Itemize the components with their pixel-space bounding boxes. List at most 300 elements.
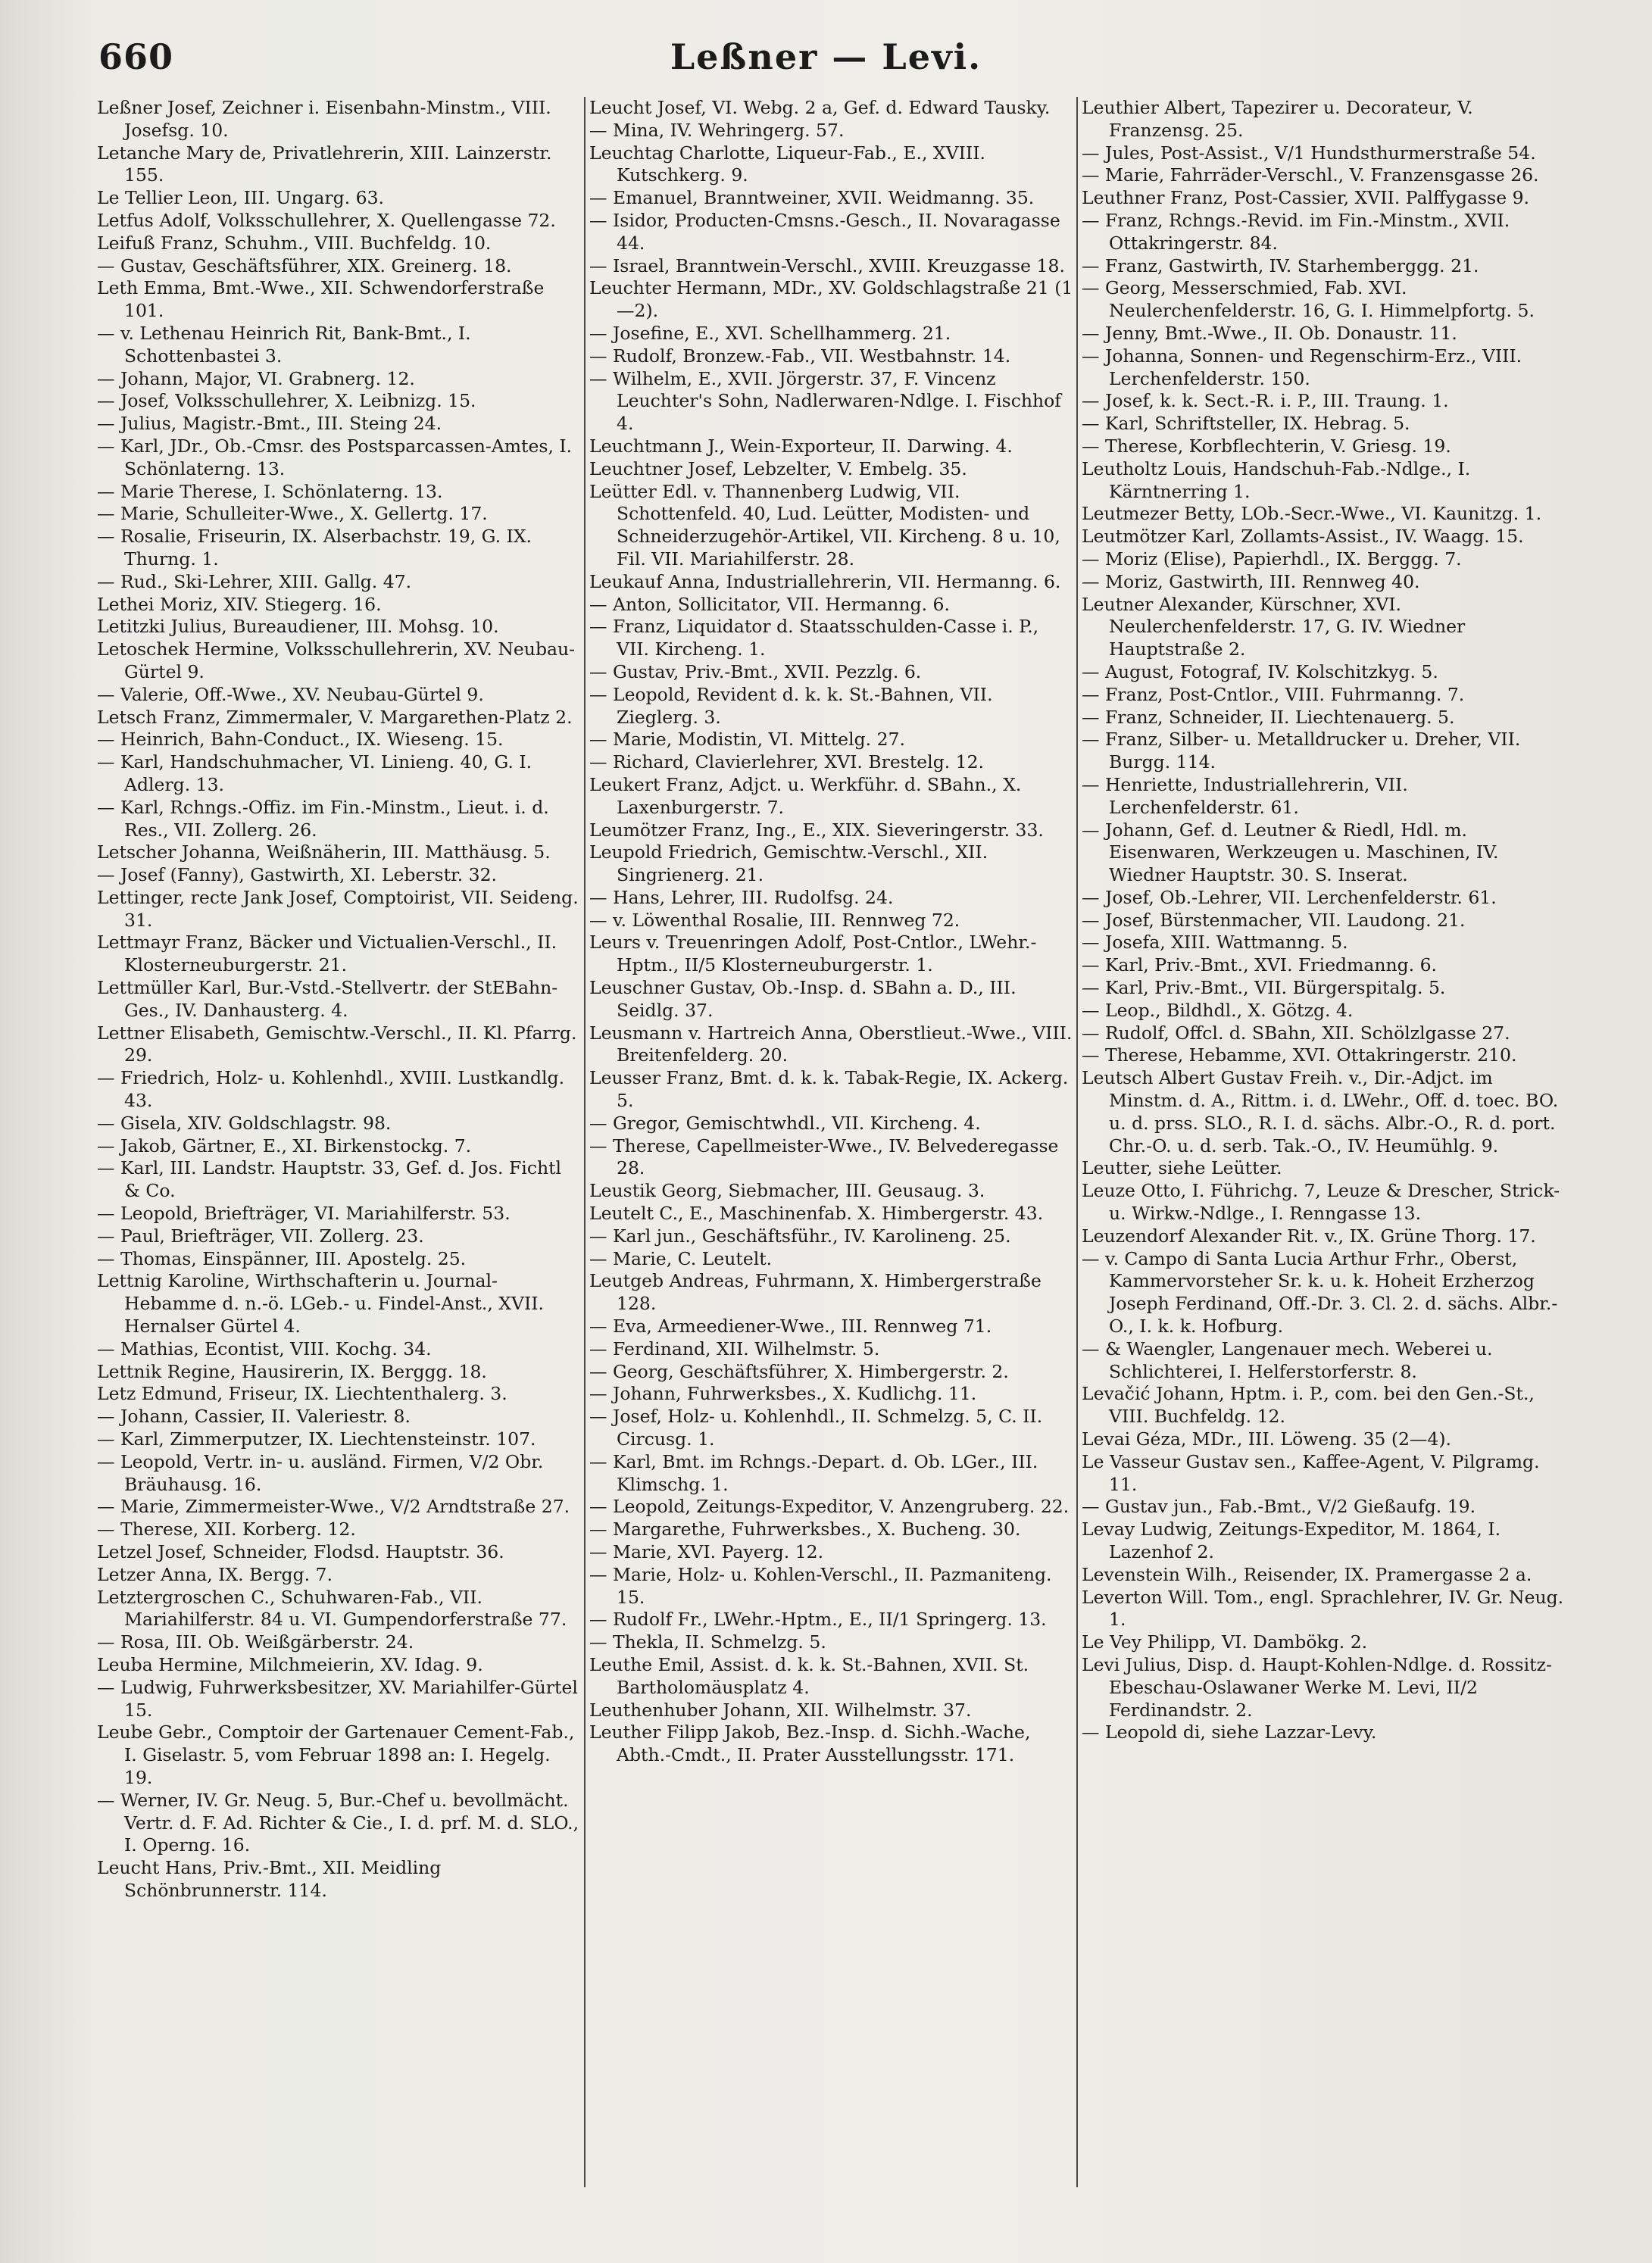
entry-text: Letzer Anna, IX. Bergg. 7. (97, 1563, 333, 1585)
directory-entry (589, 819, 1074, 842)
directory-entry (97, 1135, 582, 1158)
entry-text: Leuchtag Charlotte, Liqueur-Fab., E., XVIII. Kutschkerg. 9. (589, 142, 985, 186)
directory-entry (97, 1338, 582, 1361)
directory-entry (1082, 277, 1566, 323)
directory-entry (97, 841, 582, 864)
entry-text: — Franz, Post-Cntlor., VIII. Fuhrmanng. 7. (1082, 683, 1465, 705)
entry-text: — Marie, XVI. Payerg. 12. (589, 1541, 824, 1562)
directory-entry (1082, 187, 1566, 210)
entry-text: — Werner, IV. Gr. Neug. 5, Bur.-Chef u. bevollmächt. Vertr. d. F. Ad. Richter & Cie., I. d. prf. M. d. SLO., I. Operng. 16. (97, 1789, 579, 1856)
directory-entry (589, 1112, 1074, 1135)
page-number: 660 (98, 36, 174, 77)
directory-entry (589, 480, 1074, 571)
directory-entry (97, 503, 582, 526)
entry-text: Leuchtner Josef, Lebzelter, V. Embelg. 35. (589, 457, 967, 479)
directory-entry (97, 1857, 582, 1902)
entry-text: Leusmann v. Hartreich Anna, Oberstlieut.-Wwe., VIII. Breitenfelderg. 20. (589, 1022, 1073, 1066)
entry-text: — Karl, Priv.-Bmt., XVI. Friedmanng. 6. (1082, 954, 1437, 976)
entry-text: — Jules, Post-Assist., V/1 Hundsthurmerstraße 54. (1082, 142, 1536, 164)
directory-entry (1082, 1450, 1566, 1497)
entry-text: — Emanuel, Branntweiner, XVII. Weidmanng. 35. (589, 187, 1035, 209)
directory-entry (97, 1067, 582, 1113)
entry-text: Leuchtmann J., Wein-Exporteur, II. Darwing. 4. (589, 435, 1013, 457)
directory-entry (97, 1563, 582, 1587)
entry-text: — Marie, Zimmermeister-Wwe., V/2 Arndtstraße 27. (97, 1496, 570, 1518)
entry-text: Lettnik Regine, Hausirerin, IX. Berggg. 18. (97, 1360, 487, 1382)
entry-text: — Richard, Clavierlehrer, XVI. Brestelg. 12. (589, 751, 985, 773)
directory-entry (589, 1022, 1074, 1068)
directory-entry (97, 1022, 582, 1068)
directory-entry (1082, 1383, 1566, 1428)
entry-text: — Julius, Magistr.-Bmt., III. Steing 24. (97, 413, 442, 435)
directory-entry (589, 1067, 1074, 1113)
directory-entry (97, 1653, 582, 1677)
entry-text: — & Waengler, Langenauer mech. Weberei u. Schlichterei, I. Helferstorferstr. 8. (1082, 1338, 1493, 1382)
entry-text: Leuther Filipp Jakob, Bez.-Insp. d. Sichh.-Wache, Abth.-Cmdt., II. Prater Ausstellungsstr. 171. (589, 1721, 1031, 1766)
directory-entry (97, 480, 582, 504)
entry-text: — Josef, Holz- u. Kohlenhdl., II. Schmelzg. 5, C. II. Circusg. 1. (589, 1406, 1043, 1450)
entry-text: — Valerie, Off.-Wwe., XV. Neubau-Gürtel 9. (97, 683, 484, 705)
directory-entry (589, 570, 1074, 594)
entry-text: — Isidor, Producten-Cmsns.-Gesch., II. Novaragasse 44. (589, 209, 1060, 254)
entry-text: Leuzendorf Alexander Rit. v., IX. Grüne Thorg. 17. (1082, 1225, 1536, 1247)
directory-entry (97, 1270, 582, 1338)
directory-entry (97, 1789, 582, 1857)
directory-entry (1082, 526, 1566, 548)
directory-entry (97, 977, 582, 1022)
entry-text: Lettmüller Karl, Bur.-Vstd.-Stellvertr. der StEBahn-Ges., IV. Danhausterg. 4. (97, 977, 558, 1021)
entry-text: — Israel, Branntwein-Verschl., XVIII. Kreuzgasse 18. (589, 254, 1065, 276)
entry-text: — Gisela, XIV. Goldschlagstr. 98. (97, 1112, 392, 1134)
entry-text: Leukert Franz, Adjct. u. Werkführ. d. SBahn., X. Laxenburgerstr. 7. (589, 773, 1022, 818)
directory-entry (1082, 1428, 1566, 1451)
directory-entry (97, 526, 582, 571)
directory-entry (1082, 548, 1566, 571)
directory-entry (97, 187, 582, 210)
entry-text: — Leopold, Revident d. k. k. St.-Bahnen, VII. Zieglerg. 3. (589, 683, 993, 728)
directory-entry (589, 773, 1074, 819)
directory-entry (1082, 819, 1566, 887)
entry-text: Letitzki Julius, Bureaudiener, III. Mohsg. 10. (97, 616, 499, 638)
directory-entry (97, 322, 582, 368)
entry-text: — Mathias, Econtist, VIII. Kochg. 34. (97, 1338, 432, 1359)
directory-entry (1082, 322, 1566, 345)
directory-entry (1082, 1338, 1566, 1384)
directory-entry (1082, 503, 1566, 526)
entry-text: Lettnig Karoline, Wirthschafterin u. Journal-Hebamme d. n.-ö. LGeb.- u. Findel-Anst., XVII. Hernalser Gürtel 4. (97, 1270, 545, 1338)
entry-text: Letsch Franz, Zimmermaler, V. Margarethen-Platz 2. (97, 706, 573, 728)
entry-text: Letoschek Hermine, Volksschullehrerin, XV. Neubau-Gürtel 9. (97, 638, 576, 682)
directory-entry (589, 187, 1074, 210)
entry-text: Levai Géza, MDr., III. Löweng. 35 (2—4). (1082, 1428, 1452, 1450)
directory-entry (589, 367, 1074, 435)
entry-text: — Josef (Fanny), Gastwirth, XI. Leberstr. 32. (97, 864, 498, 886)
directory-entry (589, 1609, 1074, 1631)
directory-entry (589, 1203, 1074, 1225)
directory-entry (589, 1180, 1074, 1203)
entry-text: — Franz, Liquidator d. Staatsschulden-Casse i. P., VII. Kircheng. 1. (589, 616, 1039, 660)
entry-text: Lettner Elisabeth, Gemischtw.-Verschl., II. Kl. Pfarrg. 29. (97, 1022, 577, 1066)
directory-entry (1082, 660, 1566, 684)
entry-text: — Leopold, Vertr. in- u. ausländ. Firmen, V/2 Obr. Bräuhausg. 16. (97, 1450, 544, 1495)
directory-entry (589, 1338, 1074, 1361)
entry-text: — Gustav, Geschäftsführer, XIX. Greinerg. 18. (97, 254, 512, 276)
directory-entry (1082, 164, 1566, 187)
directory-entry (1082, 977, 1566, 1000)
directory-entry (589, 1225, 1074, 1248)
entry-text: — Margarethe, Fuhrwerksbes., X. Bucheng. 30. (589, 1519, 1021, 1540)
entry-text: — Therese, Korbflechterin, V. Griesg. 19. (1082, 435, 1451, 457)
directory-entry (97, 1676, 582, 1722)
entry-text: — Karl jun., Geschäftsführ., IV. Karolineng. 25. (589, 1225, 1011, 1247)
entry-text: — Franz, Silber- u. Metalldrucker u. Dreher, VII. Burgg. 114. (1082, 729, 1521, 773)
directory-entry (1082, 1496, 1566, 1519)
entry-text: — Franz, Rchngs.-Revid. im Fin.-Minstm., XVII. Ottakringerstr. 84. (1082, 209, 1510, 254)
directory-entry (97, 932, 582, 977)
directory-entry (1082, 1022, 1566, 1045)
directory-entry (589, 254, 1074, 278)
page-header (0, 29, 1652, 89)
entry-text: — Josef, k. k. Sect.-R. i. P., III. Traung. 1. (1082, 390, 1449, 412)
entry-text: Letz Edmund, Friseur, IX. Liechtenthalerg. 3. (97, 1383, 507, 1405)
directory-entry (97, 1631, 582, 1654)
entry-text: — Karl, III. Landstr. Hauptstr. 33, Gef. d. Jos. Fichtl & Co. (97, 1157, 562, 1202)
column-divider (584, 97, 586, 2187)
entry-text: Leuthe Emil, Assist. d. k. k. St.-Bahnen, XVII. St. Bartholomäusplatz 4. (589, 1653, 1029, 1698)
directory-entry (1082, 1157, 1566, 1180)
entry-text: — Henriette, Industriallehrerin, VII. Lerchenfelderstr. 61. (1082, 773, 1408, 818)
entry-text: — Therese, Capellmeister-Wwe., IV. Belvederegasse 28. (589, 1135, 1059, 1179)
directory-entry (1082, 909, 1566, 932)
entry-text: Letzel Josef, Schneider, Flodsd. Hauptstr. 36. (97, 1541, 504, 1562)
entry-text: Leurs v. Treuenringen Adolf, Post-Cntlor., LWehr.-Hptm., II/5 Klosterneuburgerstr. 1. (589, 932, 1037, 976)
directory-entry (1082, 932, 1566, 954)
directory-entry (97, 638, 582, 684)
entry-text: Levačić Johann, Hptm. i. P., com. bei den Gen.-St., VIII. Buchfeldg. 12. (1082, 1383, 1535, 1428)
entry-text: — Johanna, Sonnen- und Regenschirm-Erz., VIII. Lerchenfelderstr. 150. (1082, 345, 1522, 389)
directory-entry (1082, 435, 1566, 458)
entry-text: — v. Löwenthal Rosalie, III. Rennweg 72. (589, 909, 960, 931)
directory-entry (589, 457, 1074, 481)
directory-entry (97, 232, 582, 255)
entry-text: Leuthier Albert, Tapezirer u. Decorateur, V. Franzensg. 25. (1082, 97, 1473, 141)
directory-entry (589, 1383, 1074, 1406)
entry-text: Leupold Friedrich, Gemischtw.-Verschl., XII. Singrienerg. 21. (589, 841, 988, 886)
entry-text: — Marie, Modistin, VI. Mittelg. 27. (589, 729, 905, 751)
entry-text: — Ludwig, Fuhrwerksbesitzer, XV. Mariahilfer-Gürtel 15. (97, 1676, 578, 1721)
directory-entry (97, 886, 582, 932)
entry-text: — Gregor, Gemischtwhdl., VII. Kircheng. 4. (589, 1112, 981, 1134)
entry-text: — Hans, Lehrer, III. Rudolfsg. 24. (589, 886, 894, 908)
directory-entry (589, 977, 1074, 1022)
directory-entry (97, 683, 582, 707)
directory-entry (589, 1563, 1074, 1609)
directory-entry (1082, 1044, 1566, 1067)
entry-text: — Thekla, II. Schmelzg. 5. (589, 1631, 826, 1653)
directory-entry (1082, 1586, 1566, 1632)
directory-entry (1082, 1180, 1566, 1225)
directory-entry (589, 1631, 1074, 1654)
entry-text: — Johann, Major, VI. Grabnerg. 12. (97, 367, 415, 389)
directory-entry (97, 1203, 582, 1225)
entry-text: — Ferdinand, XII. Wilhelmstr. 5. (589, 1338, 880, 1359)
entry-text: — Heinrich, Bahn-Conduct., IX. Wieseng. 15. (97, 729, 504, 751)
directory-entry (1082, 457, 1566, 504)
entry-text: Leutter, siehe Leütter. (1082, 1157, 1282, 1179)
directory-entry (1082, 142, 1566, 165)
entry-text: — Rosa, III. Ob. Weißgärberstr. 24. (97, 1631, 414, 1653)
directory-entry (589, 932, 1074, 977)
entry-text: — August, Fotograf, IV. Kolschitzkyg. 5. (1082, 660, 1438, 682)
directory-entry (1082, 97, 1566, 142)
entry-text: Le Vasseur Gustav sen., Kaffee-Agent, V. Pilgramg. 11. (1082, 1450, 1540, 1495)
entry-text: Leutmezer Betty, LOb.-Secr.-Wwe., VI. Kaunitzg. 1. (1082, 503, 1542, 525)
entry-text: Lettinger, recte Jank Josef, Comptoirist, VII. Seideng. 31. (97, 886, 579, 931)
entry-text: — Anton, Sollicitator, VII. Hermanng. 6. (589, 593, 950, 615)
entry-text: — Moriz, Gastwirth, III. Rennweg 40. (1082, 570, 1420, 592)
entry-text: Leucht Hans, Priv.-Bmt., XII. Meidling Schönbrunnerstr. 114. (97, 1857, 442, 1901)
entry-text: — Therese, XII. Korberg. 12. (97, 1519, 356, 1540)
entry-text: Levi Julius, Disp. d. Haupt-Kohlen-Ndlge. d. Rossitz-Ebeschau-Oslawaner Werke M. Levi, II/2 Ferdinandstr. 2. (1082, 1653, 1552, 1721)
entry-text: — Eva, Armeediener-Wwe., III. Rennweg 71. (589, 1316, 992, 1338)
entry-text: — v. Lethenau Heinrich Rit, Bank-Bmt., I. Schottenbastei 3. (97, 322, 471, 367)
directory-entry (1082, 954, 1566, 977)
entry-text: — Josef, Ob.-Lehrer, VII. Lerchenfelderstr. 61. (1082, 886, 1497, 908)
entry-text: Lettmayr Franz, Bäcker und Victualien-Verschl., II. Klosterneuburgerstr. 21. (97, 932, 557, 976)
entry-text: Le Tellier Leon, III. Ungarg. 63. (97, 187, 385, 209)
entry-text: Leuthner Franz, Post-Cassier, XVII. Palffygasse 9. (1082, 187, 1529, 209)
entry-text: Leube Gebr., Comptoir der Gartenauer Cement-Fab., I. Giselastr. 5, vom Februar 1898 an: I. Hegelg. 19. (97, 1721, 575, 1788)
directory-entry (97, 390, 582, 413)
directory-entry (97, 1428, 582, 1451)
entry-text: Letanche Mary de, Privatlehrerin, XIII. Lainzerstr. 155. (97, 142, 552, 186)
entry-text: Leuze Otto, I. Führichg. 7, Leuze & Drescher, Strick- u. Wirkw.-Ndlge., I. Renngasse 13. (1082, 1180, 1560, 1225)
directory-entry (589, 593, 1074, 616)
entry-text: Leuschner Gustav, Ob.-Insp. d. SBahn a. D., III. Seidlg. 37. (589, 977, 1016, 1021)
entry-text: — Karl, Schriftsteller, IX. Hebrag. 5. (1082, 413, 1410, 435)
entry-text: — Karl, Handschuhmacher, VI. Linieng. 40, G. I. Adlerg. 13. (97, 751, 532, 795)
directory-entry (589, 435, 1074, 458)
directory-entry (589, 1519, 1074, 1541)
entry-text: — Josefine, E., XVI. Schellhammerg. 21. (589, 322, 951, 344)
entry-text: — Therese, Hebamme, XVI. Ottakringerstr. 210. (1082, 1044, 1517, 1066)
directory-entry (97, 142, 582, 188)
entry-text: — Jakob, Gärtner, E., XI. Birkenstockg. 7. (97, 1135, 472, 1156)
directory-entry (589, 1721, 1074, 1767)
directory-entry (1082, 593, 1566, 661)
directory-entry (1082, 413, 1566, 435)
entry-text: — Marie, Holz- u. Kohlen-Verschl., II. Pazmaniteng. 15. (589, 1563, 1052, 1608)
directory-entry (1082, 729, 1566, 774)
directory-entry (1082, 1247, 1566, 1338)
directory-column-3 (1082, 97, 1566, 2202)
directory-entry (1082, 1519, 1566, 1564)
directory-entry (97, 1721, 582, 1789)
entry-text: — Johann, Fuhrwerksbes., X. Kudlichg. 11. (589, 1383, 977, 1405)
directory-entry (97, 1496, 582, 1519)
entry-text: — Franz, Schneider, II. Liechtenauerg. 5. (1082, 706, 1455, 728)
entry-text: — Leop., Bildhdl., X. Götzg. 4. (1082, 999, 1354, 1021)
directory-entry (97, 1450, 582, 1497)
entry-text: — Karl, Priv.-Bmt., VII. Bürgerspitalg. 5. (1082, 977, 1446, 999)
entry-text: — v. Campo di Santa Lucia Arthur Frhr., Oberst, Kammervorsteher Sr. k. u. k. Hoheit Erzherzog Joseph Ferdinand, Off.-Dr. 3. Cl. 2. d. sächs. Albr.-O., I. k. k. Hofburg. (1082, 1247, 1558, 1338)
entry-text: Leumötzer Franz, Ing., E., XIX. Sieveringerstr. 33. (589, 819, 1044, 841)
entry-text: Letscher Johanna, Weißnäherin, III. Matthäusg. 5. (97, 841, 551, 863)
directory-entry (1082, 1067, 1566, 1157)
directory-entry (1082, 683, 1566, 707)
entry-text: Leth Emma, Bmt.-Wwe., XII. Schwendorferstraße 101. (97, 277, 545, 322)
directory-column-1 (97, 97, 582, 2202)
entry-text: Leutner Alexander, Kürschner, XVI. Neulerchenfelderstr. 17, G. IV. Wiedner Hauptstraße 2. (1082, 593, 1466, 660)
entry-text: — Johann, Cassier, II. Valeriestr. 8. (97, 1406, 411, 1428)
directory-entry (1082, 886, 1566, 910)
entry-text: — Franz, Gastwirth, IV. Starhemberggg. 21. (1082, 254, 1479, 276)
directory-entry (589, 616, 1074, 661)
directory-entry (589, 1406, 1074, 1451)
directory-entry (589, 142, 1074, 188)
directory-entry (589, 1541, 1074, 1564)
directory-entry (1082, 1225, 1566, 1248)
directory-column-2 (589, 97, 1074, 2202)
entry-text: — Georg, Messerschmied, Fab. XVI. Neulerchenfelderstr. 16, G. I. Himmelpfortg. 5. (1082, 277, 1535, 322)
directory-entry (589, 277, 1074, 323)
entry-text: — Josef, Volksschullehrer, X. Leibnizg. 15. (97, 390, 476, 412)
directory-entry (97, 254, 582, 278)
directory-entry (97, 796, 582, 842)
directory-entry (589, 751, 1074, 774)
directory-entry (589, 1360, 1074, 1384)
running-title: Leßner — Levi. (670, 36, 982, 77)
directory-entry (97, 1586, 582, 1632)
entry-text: Leverton Will. Tom., engl. Sprachlehrer, IV. Gr. Neug. 1. (1082, 1586, 1564, 1631)
entry-text: Leütter Edl. v. Thannenberg Ludwig, VII. Schottenfeld. 40, Lud. Leütter, Modisten- und Schneiderzugehör-Artikel, VII. Kircheng. 8 u. 10, Fil. VII. Mariahilferstr. 28. (589, 480, 1060, 570)
entry-text: Leifuß Franz, Schuhm., VIII. Buchfeldg. 10. (97, 232, 492, 254)
directory-entry (97, 1541, 582, 1564)
directory-entry (97, 367, 582, 391)
entry-text: — Josefa, XIII. Wattmanng. 5. (1082, 932, 1348, 954)
entry-text: Leucht Josef, VI. Webg. 2 a, Gef. d. Edward Tausky. (589, 97, 1051, 118)
directory-entry (97, 1383, 582, 1406)
directory-entry (1082, 999, 1566, 1022)
directory-entry (97, 277, 582, 323)
directory-entry (97, 1225, 582, 1248)
entry-text: Leutmötzer Karl, Zollamts-Assist., IV. Waagg. 15. (1082, 526, 1524, 548)
directory-entry (589, 1496, 1074, 1519)
entry-text: — Wilhelm, E., XVII. Jörgerstr. 37, F. Vincenz Leuchter's Sohn, Nadlerwaren-Ndlge. I. Fischhof 4. (589, 367, 1061, 435)
directory-entry (97, 1406, 582, 1428)
entry-text: Leuthenhuber Johann, XII. Wilhelmstr. 37. (589, 1699, 972, 1721)
directory-entry (97, 413, 582, 435)
entry-text: Leutelt C., E., Maschinenfab. X. Himbergerstr. 43. (589, 1203, 1044, 1225)
entry-text: — Marie, C. Leutelt. (589, 1247, 773, 1269)
entry-text: — Marie Therese, I. Schönlaterng. 13. (97, 480, 443, 502)
directory-entry (589, 97, 1074, 120)
directory-entry (1082, 773, 1566, 819)
entry-text: — Thomas, Einspänner, III. Apostelg. 25. (97, 1247, 467, 1269)
directory-entry (589, 683, 1074, 729)
entry-text: — Karl, JDr., Ob.-Cmsr. des Postsparcassen-Amtes, I. Schönlaterng. 13. (97, 435, 573, 479)
entry-text: Leutsch Albert Gustav Freih. v., Dir.-Adjct. im Minstm. d. A., Rittm. i. d. LWehr., Off. d. toec. BO. u. d. prss. SLO., R. I. d. sächs. Albr.-O., R. d. port. Chr.-O. u. d. serb. Tak.-O., IV. Heumühlg. 9. (1082, 1067, 1559, 1156)
entry-text: — Karl, Rchngs.-Offiz. im Fin.-Minstm., Lieut. i. d. Res., VII. Zollerg. 26. (97, 796, 549, 841)
directory-entry (1082, 1631, 1566, 1654)
entry-text: Leukauf Anna, Industriallehrerin, VII. Hermanng. 6. (589, 570, 1061, 592)
directory-entry (589, 1699, 1074, 1722)
directory-entry (97, 97, 582, 142)
directory-entry (97, 751, 582, 797)
entry-text: — Karl, Bmt. im Rchngs.-Depart. d. Ob. LGer., III. Klimschg. 1. (589, 1450, 1038, 1495)
entry-text: — Mina, IV. Wehringerg. 57. (589, 119, 845, 141)
entry-text: — Gustav jun., Fab.-Bmt., V/2 Gießaufg. 19. (1082, 1496, 1476, 1518)
entry-text: Leuba Hermine, Milchmeierin, XV. Idag. 9. (97, 1653, 483, 1675)
directory-entry (589, 1270, 1074, 1316)
directory-entry (97, 1157, 582, 1203)
entry-text: Leutholtz Louis, Handschuh-Fab.-Ndlge., I. Kärntnerring 1. (1082, 457, 1471, 502)
directory-entry (589, 1653, 1074, 1700)
directory-entry (589, 909, 1074, 932)
directory-entry (97, 706, 582, 729)
entry-text: — Rudolf, Bronzew.-Fab., VII. Westbahnstr. 14. (589, 345, 1011, 367)
entry-text: — Marie, Fahrräder-Verschl., V. Franzensgasse 26. (1082, 164, 1539, 186)
directory-entry (1082, 570, 1566, 594)
entry-text: — Friedrich, Holz- u. Kohlenhdl., XVIII. Lustkandlg. 43. (97, 1067, 565, 1112)
entry-text: Leuchter Hermann, MDr., XV. Goldschlagstraße 21 (1—2). (589, 277, 1073, 322)
directory-entry (589, 1316, 1074, 1338)
directory-entry (97, 616, 582, 638)
directory-entry (97, 593, 582, 616)
directory-entry (97, 1112, 582, 1135)
directory-entry (589, 886, 1074, 910)
directory-entry (589, 345, 1074, 368)
entry-text: — Leopold, Briefträger, VI. Mariahilferstr. 53. (97, 1203, 511, 1225)
entry-text: — Moriz (Elise), Papierhdl., IX. Berggg. 7. (1082, 548, 1462, 570)
entry-text: — Johann, Gef. d. Leutner & Riedl, Hdl. m. Eisenwaren, Werkzeugen u. Maschinen, IV. Wiedner Hauptstr. 30. S. Inserat. (1082, 819, 1499, 886)
directory-entry (97, 209, 582, 233)
column-divider (1076, 97, 1078, 2187)
entry-text: — Josef, Bürstenmacher, VII. Laudong. 21. (1082, 909, 1466, 931)
entry-text: — Paul, Briefträger, VII. Zollerg. 23. (97, 1225, 424, 1247)
directory-entry (97, 570, 582, 594)
directory-entry (1082, 345, 1566, 391)
directory-entry (589, 729, 1074, 751)
directory-entry (97, 1360, 582, 1384)
directory-entry (589, 119, 1074, 142)
directory-entry (589, 1450, 1074, 1497)
entry-text: — Rudolf Fr., LWehr.-Hptm., E., II/1 Springerg. 13. (589, 1609, 1047, 1631)
entry-text: Levenstein Wilh., Reisender, IX. Pramergasse 2 a. (1082, 1563, 1532, 1585)
directory-entry (97, 729, 582, 751)
directory-entry (589, 841, 1074, 887)
entry-text: Lethei Moriz, XIV. Stiegerg. 16. (97, 593, 382, 615)
entry-text: — Gustav, Priv.-Bmt., XVII. Pezzlg. 6. (589, 660, 922, 682)
entry-text: — Marie, Schulleiter-Wwe., X. Gellertg. 17. (97, 503, 488, 525)
directory-entry (97, 435, 582, 481)
directory-entry (1082, 1563, 1566, 1587)
entry-text: Letfus Adolf, Volksschullehrer, X. Quellengasse 72. (97, 209, 556, 231)
directory-entry (589, 322, 1074, 345)
entry-text: — Jenny, Bmt.-Wwe., II. Ob. Donaustr. 11. (1082, 322, 1457, 344)
directory-entry (589, 1247, 1074, 1271)
entry-text: — Rud., Ski-Lehrer, XIII. Gallg. 47. (97, 570, 412, 592)
entry-text: — Leopold, Zeitungs-Expeditor, V. Anzengruberg. 22. (589, 1496, 1070, 1518)
directory-entry (1082, 706, 1566, 729)
entry-text: — Georg, Geschäftsführer, X. Himbergerstr. 2. (589, 1360, 1009, 1382)
directory-entry (1082, 1721, 1566, 1744)
directory-entry (97, 1519, 582, 1541)
entry-text: Letztergroschen C., Schuhwaren-Fab., VII. Mariahilferstr. 84 u. VI. Gumpendorferstraße 77. (97, 1586, 567, 1631)
directory-entry (589, 660, 1074, 684)
entry-text: Le Vey Philipp, VI. Dambökg. 2. (1082, 1631, 1368, 1653)
directory-entry (1082, 390, 1566, 413)
